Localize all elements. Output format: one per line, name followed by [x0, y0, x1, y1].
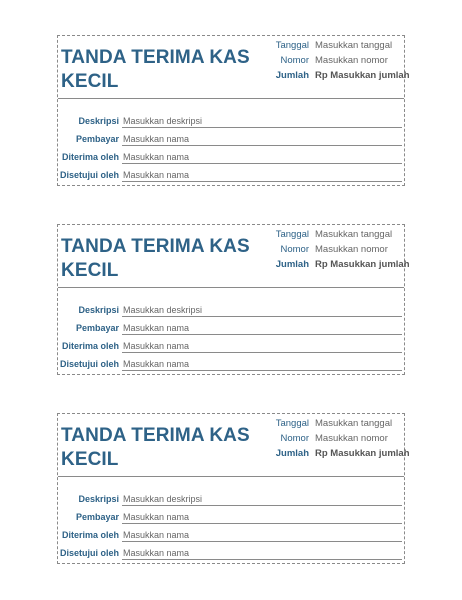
field-underline — [122, 316, 402, 317]
number-field[interactable]: Masukkan nomor — [315, 55, 388, 66]
description-label: Deskripsi — [78, 494, 119, 504]
total-field[interactable]: Rp Masukkan jumlah — [315, 70, 410, 81]
payer-field[interactable]: Masukkan nama — [123, 323, 190, 333]
date-label: Tanggal — [275, 40, 309, 51]
payer-label: Pembayar — [75, 323, 119, 333]
description-field[interactable]: Masukkan deskripsi — [123, 494, 203, 504]
field-underline — [122, 334, 402, 335]
date-field[interactable]: Masukkan tanggal — [315, 40, 393, 51]
description-label: Deskripsi — [78, 305, 119, 315]
payer-field[interactable]: Masukkan nama — [123, 134, 190, 144]
payer-row — [58, 133, 404, 147]
description-field[interactable]: Masukkan deskripsi — [123, 116, 203, 126]
total-field[interactable]: Rp Masukkan jumlah — [315, 448, 410, 459]
payer-label: Pembayar — [75, 134, 119, 144]
received-by-label: Diterima oleh — [61, 152, 119, 162]
divider — [58, 287, 404, 288]
field-underline — [122, 505, 402, 506]
field-underline — [122, 370, 402, 371]
number-field[interactable]: Masukkan nomor — [315, 244, 388, 255]
field-underline — [122, 523, 402, 524]
number-label: Nomor — [280, 55, 309, 66]
divider — [58, 98, 404, 99]
approved-by-label: Disetujui oleh — [59, 359, 119, 369]
received-by-row — [58, 529, 404, 543]
description-label: Deskripsi — [78, 116, 119, 126]
received-by-label: Diterima oleh — [61, 530, 119, 540]
received-by-row — [58, 340, 404, 354]
number-label: Nomor — [280, 433, 309, 444]
field-underline — [122, 127, 402, 128]
receipt-3 — [57, 413, 410, 564]
field-underline — [122, 352, 402, 353]
date-field[interactable]: Masukkan tanggal — [315, 418, 393, 429]
total-field[interactable]: Rp Masukkan jumlah — [315, 259, 410, 270]
receipt-title: TANDA TERIMA KAS KECIL — [61, 47, 250, 92]
receipt-title: TANDA TERIMA KAS KECIL — [61, 236, 250, 281]
divider — [58, 476, 404, 477]
approved-by-field[interactable]: Masukkan nama — [123, 548, 190, 558]
description-row — [58, 493, 404, 507]
field-underline — [122, 145, 402, 146]
total-label: Jumlah — [275, 448, 309, 459]
approved-by-field[interactable]: Masukkan nama — [123, 359, 190, 369]
approved-by-field[interactable]: Masukkan nama — [123, 170, 190, 180]
receipt-title: TANDA TERIMA KAS KECIL — [61, 425, 250, 470]
approved-by-row — [58, 169, 404, 183]
payer-field[interactable]: Masukkan nama — [123, 512, 190, 522]
approved-by-label: Disetujui oleh — [59, 548, 119, 558]
received-by-field[interactable]: Masukkan nama — [123, 152, 190, 162]
description-row — [58, 115, 404, 129]
receipt-1 — [57, 35, 410, 186]
approved-by-label: Disetujui oleh — [59, 170, 119, 180]
payer-row — [58, 511, 404, 525]
payer-row — [58, 322, 404, 336]
field-underline — [122, 559, 402, 560]
number-field[interactable]: Masukkan nomor — [315, 433, 388, 444]
approved-by-row — [58, 358, 404, 372]
total-label: Jumlah — [275, 70, 309, 81]
field-underline — [122, 541, 402, 542]
date-label: Tanggal — [275, 229, 309, 240]
description-field[interactable]: Masukkan deskripsi — [123, 305, 203, 315]
field-underline — [122, 181, 402, 182]
receipt-2 — [57, 224, 410, 375]
date-label: Tanggal — [275, 418, 309, 429]
field-underline — [122, 163, 402, 164]
received-by-field[interactable]: Masukkan nama — [123, 530, 190, 540]
received-by-label: Diterima oleh — [61, 341, 119, 351]
date-field[interactable]: Masukkan tanggal — [315, 229, 393, 240]
description-row — [58, 304, 404, 318]
payer-label: Pembayar — [75, 512, 119, 522]
received-by-field[interactable]: Masukkan nama — [123, 341, 190, 351]
total-label: Jumlah — [275, 259, 309, 270]
number-label: Nomor — [280, 244, 309, 255]
approved-by-row — [58, 547, 404, 561]
received-by-row — [58, 151, 404, 165]
